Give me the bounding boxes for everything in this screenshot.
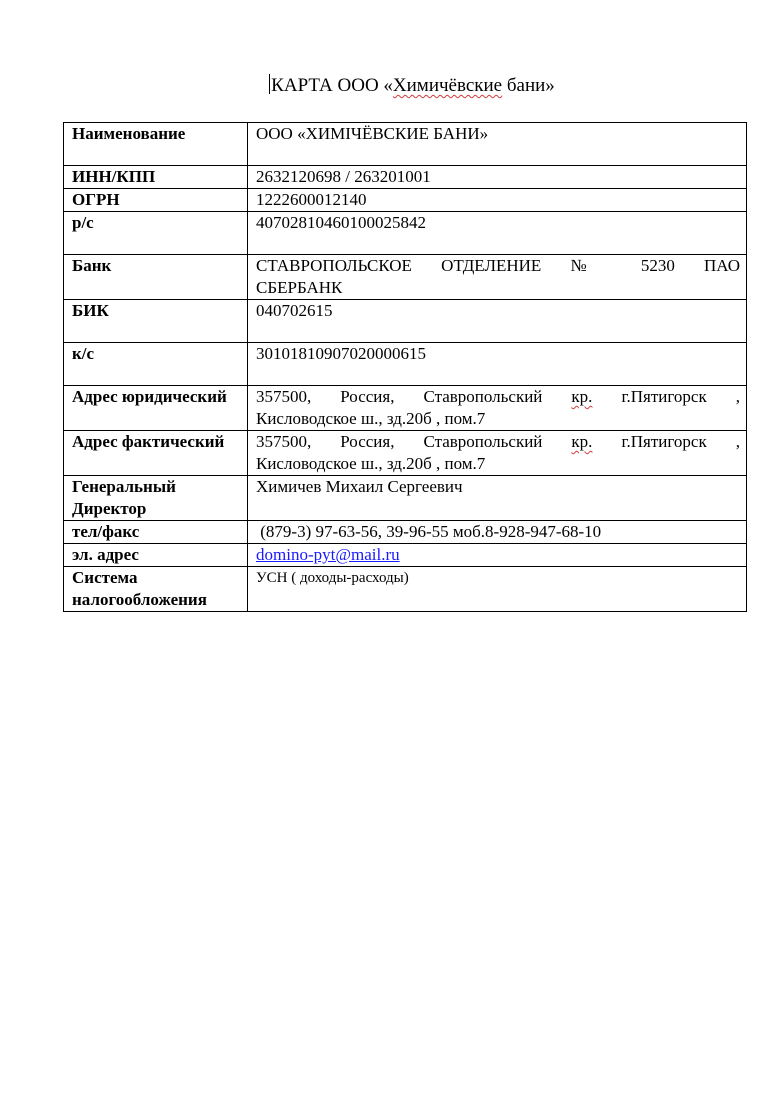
label-director [64, 476, 248, 521]
table-row-bank [64, 255, 747, 300]
value-inn: 2632120698 / 263201001 [248, 166, 747, 189]
label-director-line-1: Генеральный [72, 477, 176, 496]
value-director: Химичев Михаил Сергеевич [248, 476, 747, 521]
label-tax-line-2: налогообложения [72, 590, 207, 609]
label-ks: к/с [64, 343, 248, 386]
table-row-rs [64, 212, 747, 255]
label-inn: ИНН/КПП [64, 166, 248, 189]
company-card-table [63, 122, 747, 612]
label-bank: Банк [64, 255, 248, 300]
title-company-name: Химичёвские [392, 75, 503, 96]
table-row-email [64, 544, 747, 567]
value-tax: УСН ( доходы-расходы) [248, 567, 747, 612]
label-tax [64, 567, 248, 612]
value-rs: 40702810460100025842 [248, 212, 747, 255]
label-bik: БИК [64, 300, 248, 343]
table-row-name [64, 123, 747, 166]
value-name: ООО «ХИМIЧЁВСКИЕ БАНИ» [248, 123, 747, 166]
value-ogrn: 1222600012140 [248, 189, 747, 212]
label-phone: тел/факс [64, 521, 248, 544]
document-title [0, 74, 782, 98]
label-director-line-2: Директор [72, 499, 147, 518]
email-link[interactable]: domino-pyt@mail.ru [256, 545, 400, 564]
title-prefix: КАРТА ООО « [271, 75, 393, 96]
actual-address-part-b: г.Пятигорск , [592, 432, 740, 451]
actual-address-part-a: 357500, Россия, Ставропольский [256, 432, 572, 451]
value-actual-address [248, 431, 747, 476]
value-bik: 040702615 [248, 300, 747, 343]
label-email: эл. адрес [64, 544, 248, 567]
label-legal-address: Адрес юридический [64, 386, 248, 431]
legal-address-line-1 [256, 386, 740, 408]
legal-address-kr: кр. [571, 387, 593, 406]
value-ks: 30101810907020000615 [248, 343, 747, 386]
actual-address-line-2: Кисловодское ш., зд.20б , пом.7 [256, 454, 486, 473]
table-row-bik [64, 300, 747, 343]
table-row-legal-address [64, 386, 747, 431]
bank-line-2: СБЕРБАНК [256, 278, 343, 297]
label-ogrn: ОГРН [64, 189, 248, 212]
actual-address-line-1 [256, 431, 740, 453]
table-row-ogrn [64, 189, 747, 212]
legal-address-line-2: Кисловодское ш., зд.20б , пом.7 [256, 409, 486, 428]
legal-address-part-b: г.Пятигорск , [592, 387, 740, 406]
table-row-tax [64, 567, 747, 612]
actual-address-kr: кр. [571, 432, 593, 451]
label-name: Наименование [64, 123, 248, 166]
value-email-cell [248, 544, 747, 567]
legal-address-part-a: 357500, Россия, Ставропольский [256, 387, 572, 406]
value-bank [248, 255, 747, 300]
label-tax-line-1: Система [72, 568, 138, 587]
table-row-ks [64, 343, 747, 386]
table-row-actual-address [64, 431, 747, 476]
table-row-inn [64, 166, 747, 189]
value-phone: (879-3) 97-63-56, 39-96-55 моб.8-928-947-68-10 [248, 521, 747, 544]
title-suffix: бани» [502, 75, 555, 96]
label-actual-address: Адрес фактический [64, 431, 248, 476]
label-rs: р/с [64, 212, 248, 255]
bank-line-1: СТАВРОПОЛЬСКОЕ ОТДЕЛЕНИЕ № 5230 ПАО [256, 256, 740, 275]
table-row-director [64, 476, 747, 521]
table-row-phone [64, 521, 747, 544]
value-legal-address [248, 386, 747, 431]
